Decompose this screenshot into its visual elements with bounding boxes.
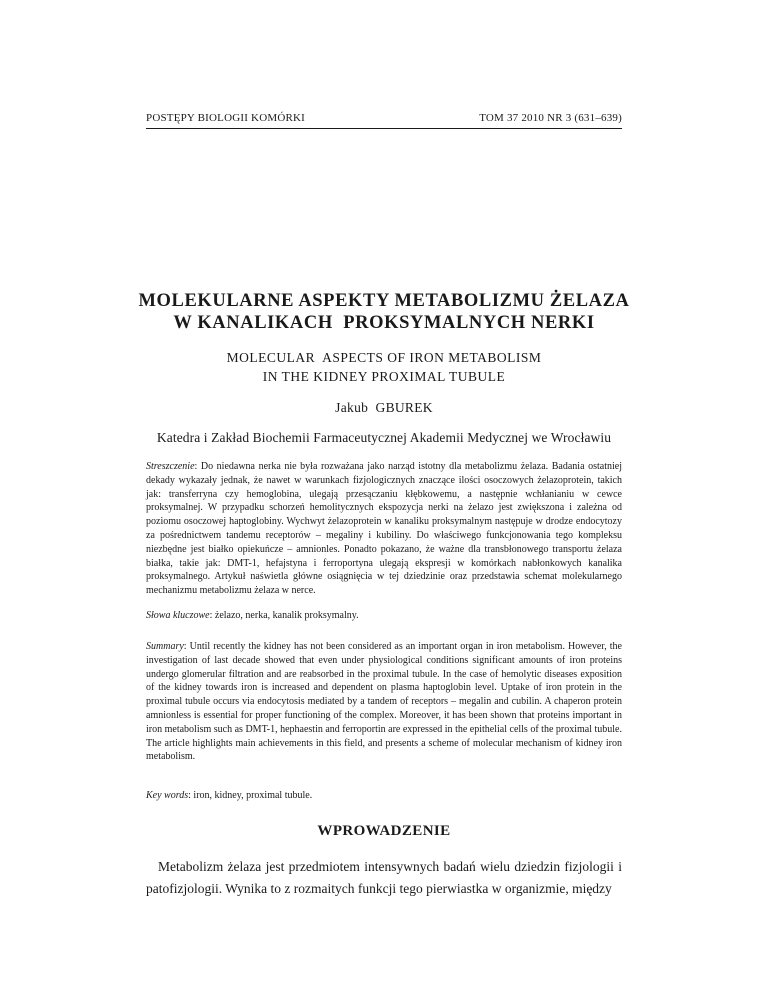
english-title	[100, 348, 668, 386]
section-heading: WPROWADZENIE	[317, 823, 451, 839]
subtitle-line-1: MOLECULAR ASPECTS OF IRON METABOLISM	[226, 350, 542, 365]
author-name: Jakub GBUREK	[335, 400, 433, 415]
journal-name: POSTĘPY BIOLOGII KOMÓRKI	[146, 112, 306, 124]
keywords-polish-text: : żelazo, nerka, kanalik proksymalny.	[209, 610, 359, 621]
article-title	[100, 290, 668, 334]
volume-info: TOM 37 2010 NR 3 (631–639)	[479, 112, 622, 124]
running-header	[146, 112, 622, 124]
header-rule	[146, 128, 622, 129]
subtitle-line-2: IN THE KIDNEY PROXIMAL TUBULE	[262, 369, 506, 384]
abstract-polish-text: : Do niedawna nerka nie była rozważana jako narząd istotny dla metabolizmu żelaza. Badania ostatniej dekady wykazały jednak, że nawet w warunkach fizjologicznych znaczące ilości osoczowych żelazoprotein, takich jak: transferryna czy hemoglobina, ulegają przesączaniu kłębkowemu, a następnie wchłanianiu w cewce proksymalnej. W przypadku schorzeń hemolitycznych ekspozycja nerki na żelazo jest zwiększona i zależna od poziomu osoczowej haptoglobiny. Wychwyt żelazoprotein w kanaliku proksymalnym następuje w drodze endocytozy za pośrednictwem tandemu receptorów – megaliny i kubiliny. Do właściwego funkcjonowania tego kompleksu niezbędne jest białko opiekuńcze – amnionles. Ponadto pokazano, że ważne dla transbłonowego transportu żelaza białka, takie jak: DMT-1, hefajstyna i ferroportyna ulegają ekspresji w komórkach nabłonkowych kanalika proksymalnego. Artykuł naświetla główne osiągnięcia w tej dziedzinie oraz przedstawia schemat molekularnego mechanizmu metabolizmu żelaza w nerce.	[146, 461, 622, 597]
abstract-polish	[146, 460, 622, 598]
abstract-english-text: : Until recently the kidney has not been considered as an important organ in iron metabolism. However, the investigation of last decade showed that even under physiological conditions significant amounts of iron proteins undergo glomerular filtration and are reabsorbed in the proximal tubule. In the case of hemolytic diseases exposition of the kidney towards iron is increased and dependent on plasma haptoglobin level. Uptake of iron protein in the proximal tubule occurs via endocytosis mediated by a tandem of receptors – megalin and cubilin. A chaperon protein amnionless is essential for proper functioning of the complex. Moreover, it has been shown that proteins important in iron metabolism such as DMT-1, hephaestin and ferroportin are expressed in the epithelial cells of the proximal tubule. The article highlights main achievements in this field, and presents a scheme of molecular mechanism of kidney iron metabolism.	[146, 641, 622, 763]
keywords-english-label: Key words	[146, 790, 189, 801]
keywords-polish-label: Słowa kluczowe	[146, 610, 210, 621]
abstract-polish-label: Streszczenie	[146, 461, 195, 472]
keywords-english-text: : iron, kidney, proximal tubule.	[188, 790, 313, 801]
abstract-english	[146, 640, 622, 764]
keywords-polish	[146, 609, 622, 623]
body-paragraph: Metabolizm żelaza jest przedmiotem intensywnych badań wielu dziedzin fizjologii i patofizjologii. Wynika to z rozmaitych funkcji tego pierwiastka w organizmie, między	[146, 859, 622, 896]
author-affiliation: Katedra i Zakład Biochemii Farmaceutycznej Akademii Medycznej we Wrocławiu	[156, 430, 612, 445]
abstract-english-label: Summary	[146, 641, 184, 652]
title-line-2: W KANALIKACH PROKSYMALNYCH NERKI	[173, 313, 595, 333]
title-line-1: MOLEKULARNE ASPEKTY METABOLIZMU ŻELAZA	[138, 291, 630, 311]
keywords-english	[146, 789, 622, 803]
